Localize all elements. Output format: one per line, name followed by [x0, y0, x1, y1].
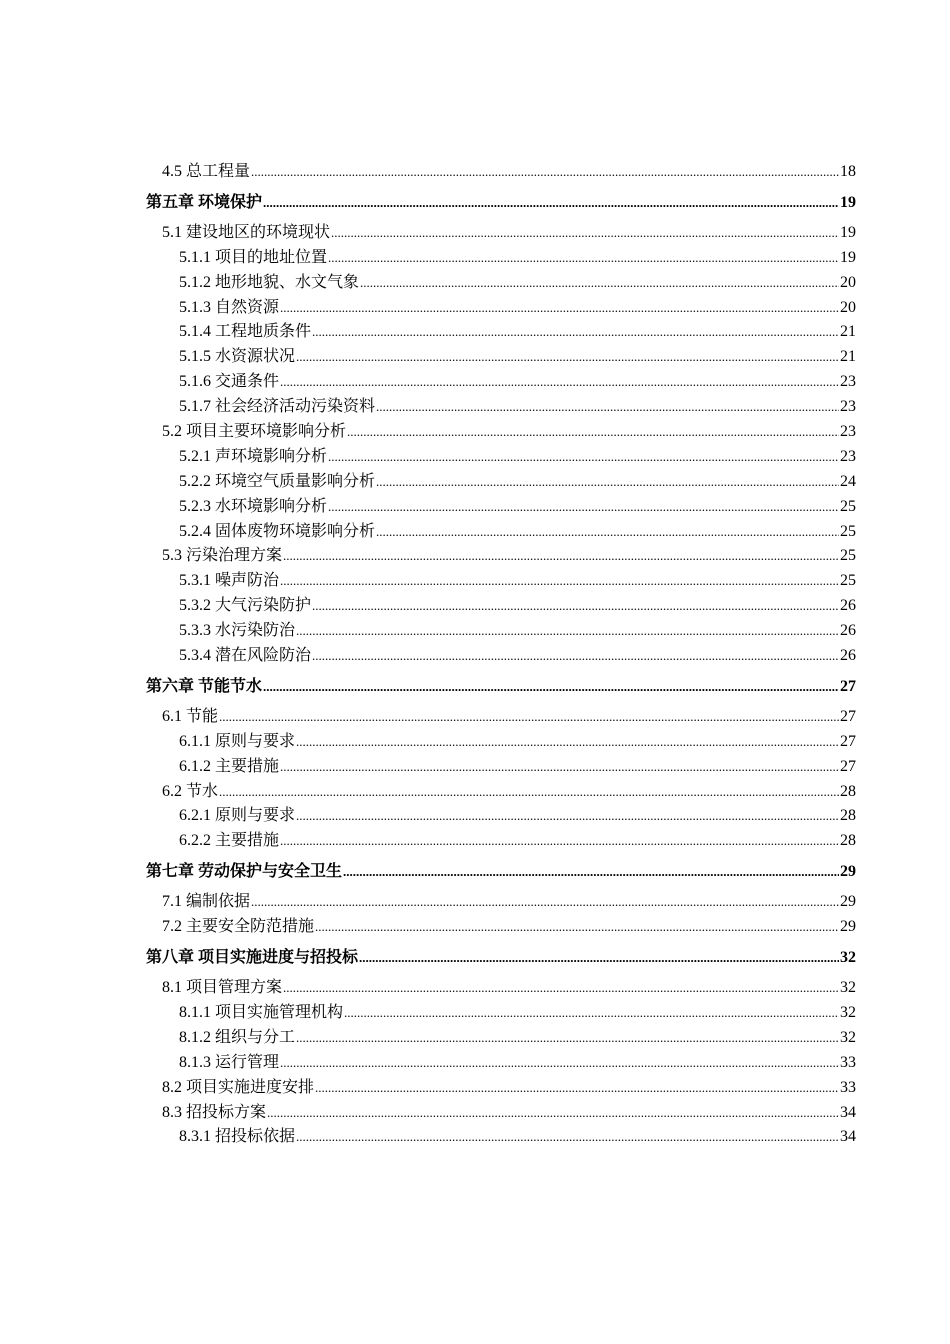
- toc-entry-title: 5.3.4 潜在风险防治: [179, 647, 312, 665]
- toc-entry-title: 6.2 节水: [162, 782, 219, 800]
- toc-entry-title: 5.1.7 社会经济活动污染资料: [179, 398, 376, 416]
- toc-dot-leader: [315, 915, 839, 940]
- toc-entry[interactable]: [146, 395, 856, 420]
- toc-entry-title: 6.2.1 原则与要求: [179, 807, 296, 825]
- toc-entry[interactable]: [146, 829, 856, 854]
- toc-entry[interactable]: [146, 1026, 856, 1051]
- toc-page-number: 18: [840, 163, 856, 180]
- toc-entry[interactable]: [146, 1001, 856, 1026]
- toc-entry[interactable]: [146, 705, 856, 730]
- toc-entry-title: 5.2.3 水环境影响分析: [179, 497, 328, 515]
- toc-page-number: 32: [840, 1028, 856, 1046]
- toc-entry-title: 5.2.4 固体废物环境影响分析: [179, 522, 376, 540]
- toc-entry-title: 6.1.2 主要措施: [179, 757, 280, 775]
- toc-entry[interactable]: [146, 1125, 856, 1150]
- toc-dot-leader: [312, 594, 839, 619]
- toc-dot-leader: [283, 544, 839, 569]
- toc-entry[interactable]: [146, 976, 856, 1001]
- toc-entry-title: 8.1 项目管理方案: [162, 979, 283, 997]
- toc-page-number: 26: [840, 597, 856, 615]
- toc-page-number: 21: [840, 348, 856, 366]
- toc-page-number: 23: [840, 423, 856, 441]
- toc-dot-leader: [251, 160, 839, 185]
- toc-page-number: 20: [840, 273, 856, 291]
- toc-dot-leader: [219, 705, 839, 730]
- toc-entry-title: 5.3.1 噪声防治: [179, 572, 280, 590]
- toc-dot-leader: [331, 221, 839, 246]
- toc-page-number: 34: [840, 1128, 856, 1146]
- toc-page-number: 27: [840, 732, 856, 750]
- toc-dot-leader: [296, 345, 839, 370]
- toc-entry-title: 5.1 建设地区的环境现状: [162, 223, 331, 241]
- toc-entry-title: 6.1.1 原则与要求: [179, 732, 296, 750]
- toc-dot-leader: [359, 948, 839, 968]
- toc-entry-title: 5.1.1 项目的地址位置: [179, 248, 328, 266]
- toc-dot-leader: [328, 246, 839, 271]
- toc-entry-title: 8.3.1 招投标依据: [179, 1128, 296, 1146]
- toc-chapter-entry[interactable]: [146, 193, 856, 213]
- toc-entry[interactable]: [146, 420, 856, 445]
- toc-entry-title: 第七章 劳动保护与安全卫生: [146, 863, 343, 881]
- toc-entry[interactable]: [146, 271, 856, 296]
- toc-entry-title: 5.1.2 地形地貌、水文气象: [179, 273, 360, 291]
- toc-dot-leader: [328, 495, 839, 520]
- toc-dot-leader: [347, 420, 839, 445]
- toc-entry-title: 5.3 污染治理方案: [162, 547, 283, 565]
- toc-page-number: 27: [840, 707, 856, 725]
- toc-entry[interactable]: [146, 619, 856, 644]
- toc-entry-title: 6.2.2 主要措施: [179, 832, 280, 850]
- toc-dot-leader: [343, 862, 839, 882]
- toc-entry-title: 8.3 招投标方案: [162, 1103, 267, 1121]
- toc-entry-title: 4.5 总工程量: [162, 163, 251, 180]
- toc-page-number: 25: [840, 572, 856, 590]
- toc-dot-leader: [296, 619, 839, 644]
- toc-entry-title: 5.2.1 声环境影响分析: [179, 447, 328, 465]
- toc-entry-title: 8.1.3 运行管理: [179, 1053, 280, 1071]
- toc-page-number: 33: [840, 1053, 856, 1071]
- toc-page-number: 34: [840, 1103, 856, 1121]
- toc-dot-leader: [263, 677, 839, 697]
- toc-entry-title: 5.1.6 交通条件: [179, 373, 280, 391]
- toc-entry-title: 5.3.2 大气污染防护: [179, 597, 312, 615]
- toc-dot-leader: [328, 445, 839, 470]
- toc-page-number: 25: [840, 522, 856, 540]
- toc-page-number: 23: [840, 447, 856, 465]
- toc-page-number: 32: [840, 949, 856, 967]
- toc-entry-title: 5.1.4 工程地质条件: [179, 323, 312, 341]
- toc-dot-leader: [263, 193, 839, 213]
- toc-entry[interactable]: [146, 1101, 856, 1126]
- toc-page-number: 25: [840, 497, 856, 515]
- toc-dot-leader: [280, 296, 839, 321]
- toc-entry[interactable]: [146, 345, 856, 370]
- toc-page-number: 29: [840, 918, 856, 936]
- toc-dot-leader: [267, 1101, 839, 1126]
- toc-page-number: 32: [840, 1003, 856, 1021]
- toc-dot-leader: [376, 395, 839, 420]
- toc-page-number: 29: [840, 863, 856, 881]
- table-of-contents: [146, 160, 856, 1150]
- toc-entry[interactable]: [146, 520, 856, 545]
- toc-entry[interactable]: [146, 246, 856, 271]
- toc-dot-leader: [296, 804, 839, 829]
- toc-page-number: 25: [840, 547, 856, 565]
- toc-entry[interactable]: [146, 804, 856, 829]
- toc-page-number: 26: [840, 622, 856, 640]
- toc-page-number: 19: [840, 193, 856, 211]
- toc-page-number: 28: [840, 807, 856, 825]
- toc-page-number: 27: [840, 757, 856, 775]
- toc-page-number: 23: [840, 398, 856, 416]
- toc-dot-leader: [280, 1051, 839, 1076]
- toc-entry-title: 5.1.5 水资源状况: [179, 348, 296, 366]
- toc-entry-title: 7.2 主要安全防范措施: [162, 918, 315, 936]
- toc-dot-leader: [312, 644, 839, 669]
- toc-chapter-entry[interactable]: [146, 862, 856, 882]
- toc-entry[interactable]: [146, 780, 856, 805]
- toc-dot-leader: [360, 271, 839, 296]
- toc-dot-leader: [296, 1125, 839, 1150]
- toc-page-number: 19: [840, 248, 856, 266]
- toc-page-number: 27: [840, 677, 856, 695]
- toc-entry[interactable]: [146, 445, 856, 470]
- toc-entry-title: 6.1 节能: [162, 707, 219, 725]
- toc-dot-leader: [344, 1001, 839, 1026]
- toc-page-number: 28: [840, 832, 856, 850]
- toc-entry-title: 8.1.2 组织与分工: [179, 1028, 296, 1046]
- toc-entry-title: 8.1.1 项目实施管理机构: [179, 1003, 344, 1021]
- toc-dot-leader: [280, 370, 839, 395]
- toc-entry-title: 第八章 项目实施进度与招投标: [146, 949, 359, 967]
- toc-page-number: 26: [840, 647, 856, 665]
- toc-page-number: 20: [840, 298, 856, 316]
- toc-entry-title: 8.2 项目实施进度安排: [162, 1078, 315, 1096]
- toc-dot-leader: [312, 320, 839, 345]
- toc-dot-leader: [280, 755, 839, 780]
- toc-entry-title: 第五章 环境保护: [146, 193, 263, 211]
- toc-dot-leader: [280, 569, 839, 594]
- toc-entry[interactable]: [146, 296, 856, 321]
- toc-entry[interactable]: [146, 320, 856, 345]
- toc-page-number: 21: [840, 323, 856, 341]
- toc-entry[interactable]: [146, 569, 856, 594]
- toc-entry[interactable]: [146, 495, 856, 520]
- toc-page-number: 29: [840, 893, 856, 911]
- toc-page-number: 32: [840, 979, 856, 997]
- toc-entry[interactable]: [146, 755, 856, 780]
- toc-entry-title: 5.2.2 环境空气质量影响分析: [179, 472, 376, 490]
- toc-entry[interactable]: [146, 730, 856, 755]
- toc-page-number: 24: [840, 472, 856, 490]
- toc-entry[interactable]: [146, 544, 856, 569]
- toc-dot-leader: [219, 780, 839, 805]
- toc-entry-title: 5.3.3 水污染防治: [179, 622, 296, 640]
- toc-dot-leader: [280, 829, 839, 854]
- toc-entry-title: 7.1 编制依据: [162, 893, 251, 911]
- toc-dot-leader: [376, 470, 839, 495]
- toc-entry[interactable]: [146, 470, 856, 495]
- toc-entry[interactable]: [146, 160, 856, 185]
- toc-entry[interactable]: [146, 1051, 856, 1076]
- toc-entry[interactable]: [146, 370, 856, 395]
- toc-page-number: 33: [840, 1078, 856, 1096]
- toc-chapter-entry[interactable]: [146, 677, 856, 697]
- toc-dot-leader: [315, 1076, 839, 1101]
- toc-entry[interactable]: [146, 644, 856, 669]
- toc-dot-leader: [251, 890, 839, 915]
- toc-page-number: 23: [840, 373, 856, 391]
- toc-entry[interactable]: [146, 915, 856, 940]
- toc-dot-leader: [296, 730, 839, 755]
- toc-entry-title: 5.2 项目主要环境影响分析: [162, 423, 347, 441]
- toc-dot-leader: [283, 976, 839, 1001]
- toc-entry[interactable]: [146, 221, 856, 246]
- toc-page-number: 19: [840, 223, 856, 241]
- toc-entry-title: 5.1.3 自然资源: [179, 298, 280, 316]
- toc-dot-leader: [296, 1026, 839, 1051]
- toc-entry[interactable]: [146, 890, 856, 915]
- toc-entry[interactable]: [146, 594, 856, 619]
- toc-page-number: 28: [840, 782, 856, 800]
- toc-dot-leader: [376, 520, 839, 545]
- toc-chapter-entry[interactable]: [146, 948, 856, 968]
- toc-entry[interactable]: [146, 1076, 856, 1101]
- toc-entry-title: 第六章 节能节水: [146, 677, 263, 695]
